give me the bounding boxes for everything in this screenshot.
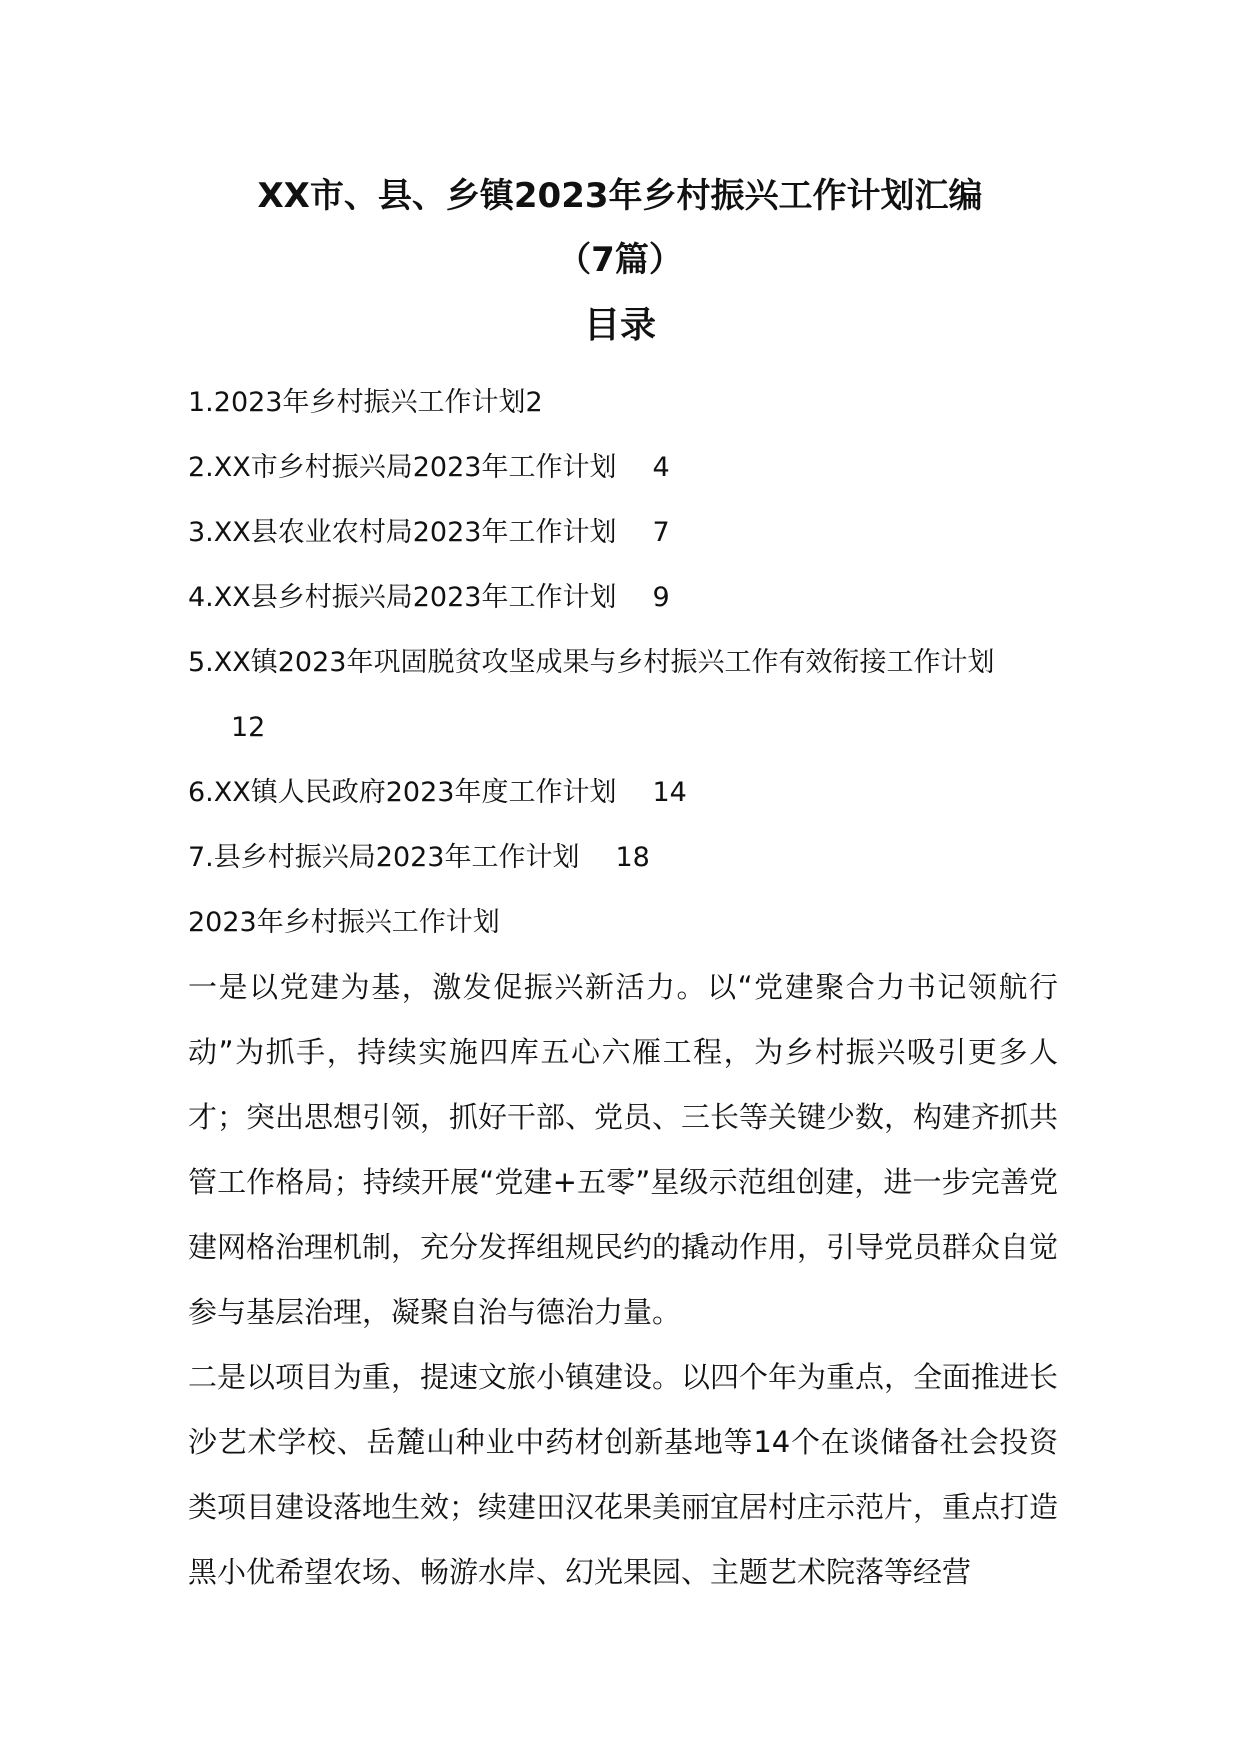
document-body — [188, 890, 1058, 1605]
toc-entry[interactable] — [188, 630, 1058, 760]
toc-entry-page: 4 — [652, 452, 670, 483]
document-title: XX市、县、乡镇2023年乡村振兴工作计划汇编 — [257, 176, 983, 216]
toc-heading: 目录 — [583, 305, 656, 346]
toc-entry[interactable] — [188, 565, 1058, 630]
body-paragraph: 二是以项目为重，提速文旅小镇建设。以四个年为重点，全面推进长沙艺术学校、岳麓山种业中药材创新基地等14个在谈储备社会投资类项目建设落地生效；续建田汉花果美丽宜居村庄示范片，重点打造黑小优希望农场、畅游水岸、幻光果园、主题艺术院落等经营 — [188, 1360, 1059, 1589]
toc-entry-page: 18 — [615, 842, 650, 873]
toc-entry-page: 2 — [525, 387, 543, 418]
toc-entry-text: 7.县乡村振兴局2023年工作计划 — [188, 842, 580, 873]
toc-entry-page: 14 — [652, 777, 687, 808]
toc-entry-text: 4.XX县乡村振兴局2023年工作计划 — [188, 582, 617, 613]
body-paragraph: 一是以党建为基，激发促振兴新活力。以“党建聚合力书记领航行动”为抓手，持续实施四库五心六雁工程，为乡村振兴吸引更多人才；突出思想引领，抓好干部、党员、三长等关键少数，构建齐抓共管工作格局；持续开展“党建+五零”星级示范组创建，进一步完善党建网格治理机制，充分发挥组规民约的撬动作用，引导党员群众自觉参与基层治理，凝聚自治与德治力量。 — [188, 970, 1059, 1329]
toc-entry-text: 5.XX镇2023年巩固脱贫攻坚成果与乡村振兴工作有效衔接工作计划 — [188, 647, 995, 678]
toc-entry[interactable] — [188, 435, 1058, 500]
toc-entry-text: 2.XX市乡村振兴局2023年工作计划 — [188, 452, 617, 483]
toc-entry[interactable] — [188, 500, 1058, 565]
document-subtitle: （7篇） — [557, 240, 683, 280]
toc-entry[interactable] — [188, 825, 1058, 890]
toc-entry-page: 12 — [231, 712, 266, 743]
toc-entry-text: 3.XX县农业农村局2023年工作计划 — [188, 517, 617, 548]
toc-entry[interactable] — [188, 760, 1058, 825]
toc-entry-text: 6.XX镇人民政府2023年度工作计划 — [188, 777, 617, 808]
toc-entry[interactable] — [188, 370, 1058, 435]
toc-entry-page: 9 — [652, 582, 670, 613]
table-of-contents — [188, 370, 1058, 890]
section-title: 2023年乡村振兴工作计划 — [188, 907, 500, 938]
toc-entry-page: 7 — [652, 517, 670, 548]
toc-entry-text: 1.2023年乡村振兴工作计划 — [188, 387, 526, 418]
